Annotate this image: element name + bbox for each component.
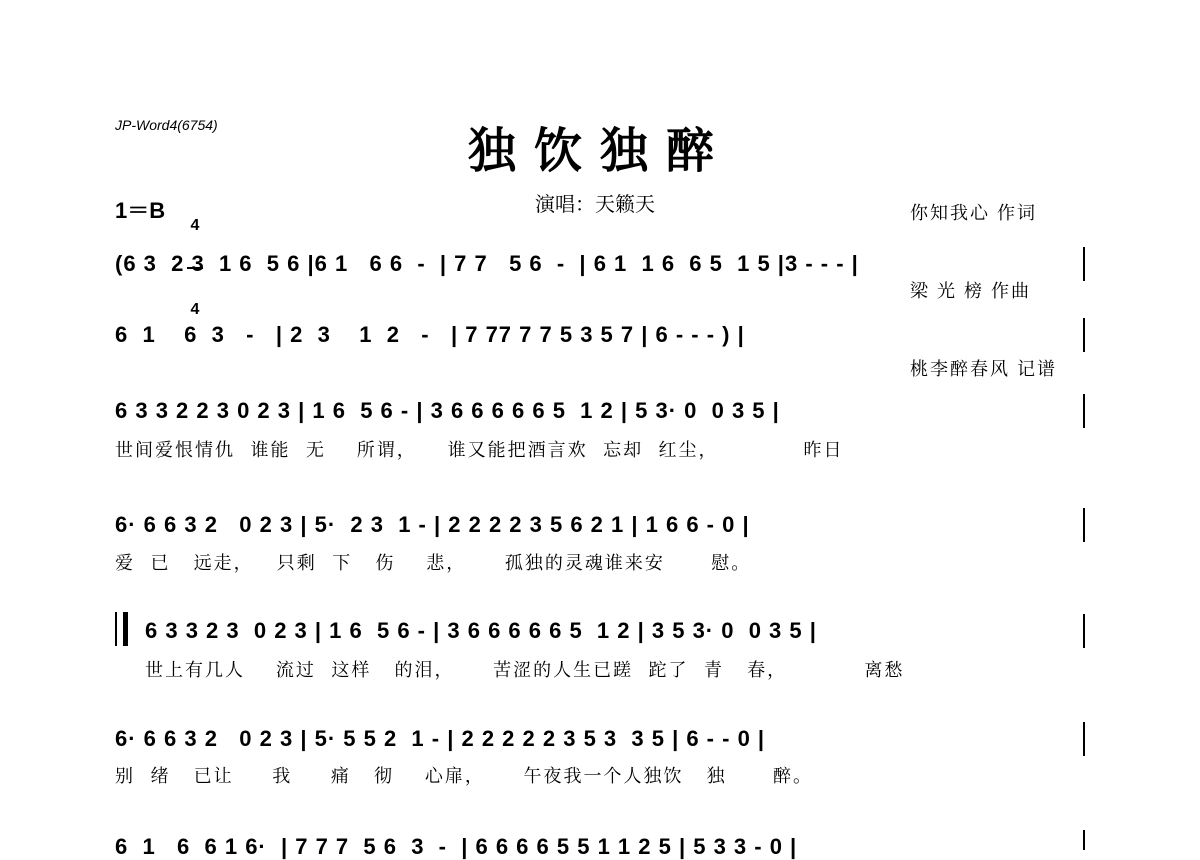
barline <box>1083 722 1085 756</box>
score-line-3-lyrics: 世间爱恨情仇 谁能 无 所谓， 谁又能把酒言欢 忘却 红尘， 昨日 <box>115 440 844 461</box>
score-line-2-notes: 6 1 6 3 - | 2 3 1 2 - | 7 77 7 7 5 3 5 7 | 6 - - - ) | <box>115 322 745 347</box>
score-line-1-notes: (6 3 2 3 1 6 5 6 |6 1 6 6 - | 7 7 5 6 - | 6 1 1 6 6 5 1 5 |3 - - - | <box>115 251 859 276</box>
source-label: JP-Word4(6754) <box>115 117 218 133</box>
barline <box>1083 318 1085 352</box>
barline <box>1083 614 1085 648</box>
key-signature: 1＝B <box>115 198 166 223</box>
transcriber-credit: 桃李醉春风 记谱 <box>910 359 1058 379</box>
composer-credit: 梁 光 榜 作曲 <box>910 281 1032 301</box>
singer-credit: 演唱：天籁天 <box>535 194 655 216</box>
composer-credits <box>910 148 1085 408</box>
score-line-3-notes: 6 3 3 2 2 3 0 2 3 | 1 6 5 6 - | 3 6 6 6 6 6 5 1 2 | 5 3· 0 0 3 5 | <box>115 398 780 423</box>
score-line-4-lyrics: 爱 已 远走， 只剩 下 伤 悲， 孤独的灵魂谁来安 慰。 <box>115 553 752 574</box>
score-line-5-lyrics: 世上有几人 流过 这样 的泪， 苦涩的人生已蹉 跎了 青 春， 离愁 <box>145 660 905 681</box>
score-line-6-lyrics: 别 绪 已让 我 痛 彻 心扉， 午夜我一个人独饮 独 醉。 <box>115 766 813 787</box>
barline <box>1083 247 1085 281</box>
score-line-6-notes: 6· 6 6 3 2 0 2 3 | 5· 5 5 2 1 - | 2 2 2 2 2 3 5 3 3 5 | 6 - - 0 | <box>115 726 766 751</box>
score-line-7-notes: 6 1 6 6 1 6· | 7 7 7 5 6 3 - | 6 6 6 6 5 5 1 1 2 5 | 5 3 3 - 0 | <box>115 834 798 859</box>
barline <box>1083 508 1085 542</box>
song-title: 独饮独醉 <box>467 123 732 179</box>
repeat-start-sign <box>115 612 128 646</box>
score-line-5-notes: 6 3 3 2 3 0 2 3 | 1 6 5 6 - | 3 6 6 6 6 6 5 1 2 | 3 5 3· 0 0 3 5 | <box>145 618 817 643</box>
barline <box>1083 394 1085 428</box>
score-line-4-notes: 6· 6 6 3 2 0 2 3 | 5· 2 3 1 - | 2 2 2 2 3 5 6 2 1 | 1 6 6 - 0 | <box>115 512 750 537</box>
lyricist-credit: 你知我心 作词 <box>910 203 1038 223</box>
barline <box>1083 830 1085 850</box>
time-bottom: 4 <box>190 301 200 318</box>
time-top: 4 <box>190 217 200 234</box>
